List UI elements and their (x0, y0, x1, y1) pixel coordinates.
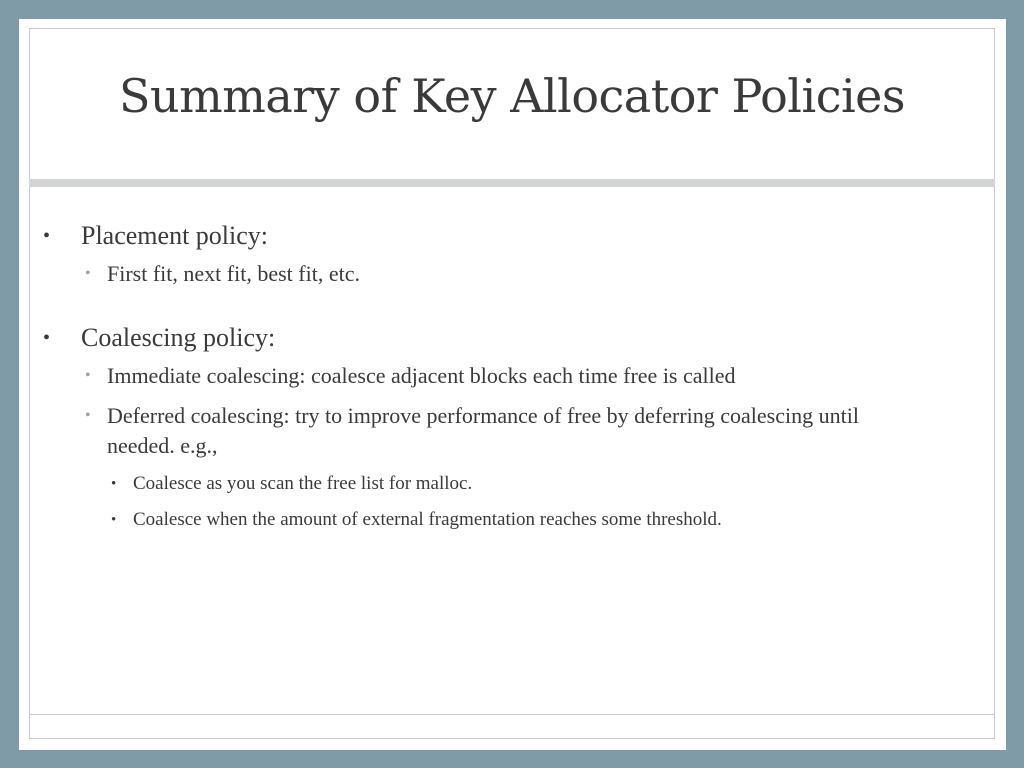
subbullet-deferred-coalescing (39, 401, 887, 461)
slide-title: Summary of Key Allocator Policies (118, 69, 906, 123)
subsubbullet-scan-free-list (39, 471, 969, 497)
slide (19, 19, 1006, 750)
title-divider (29, 179, 995, 187)
bullet-text: Deferred coalescing: try to improve performance of free by deferring coalescing until needed. e.g., (107, 403, 859, 458)
bullet-text: Coalescing policy: (81, 323, 276, 352)
bullet-dot-icon: • (85, 407, 91, 424)
subbullet-placement-options (39, 259, 969, 289)
bullet-text: Placement policy: (81, 221, 269, 250)
subbullet-immediate-coalescing (39, 361, 969, 391)
slide-content (39, 219, 969, 530)
subsubbullet-fragmentation-threshold (39, 507, 969, 533)
bullet-text: Immediate coalescing: coalesce adjacent blocks each time free is called (107, 363, 736, 388)
bullet-dot-icon: • (43, 327, 51, 349)
bullet-text: First fit, next fit, best fit, etc. (107, 261, 360, 286)
bullet-text: Coalesce when the amount of external fragmentation reaches some threshold. (133, 509, 722, 530)
bullet-dot-icon: • (43, 225, 51, 247)
bullet-dot-icon: • (85, 265, 91, 282)
bullet-dot-icon: • (111, 476, 117, 492)
bullet-placement-policy (39, 219, 969, 253)
bullet-text: Coalesce as you scan the free list for malloc. (133, 473, 473, 494)
footer-divider (29, 714, 995, 715)
bullet-dot-icon: • (111, 512, 117, 528)
bullet-coalescing-policy (39, 321, 969, 355)
bullet-dot-icon: • (85, 367, 91, 384)
